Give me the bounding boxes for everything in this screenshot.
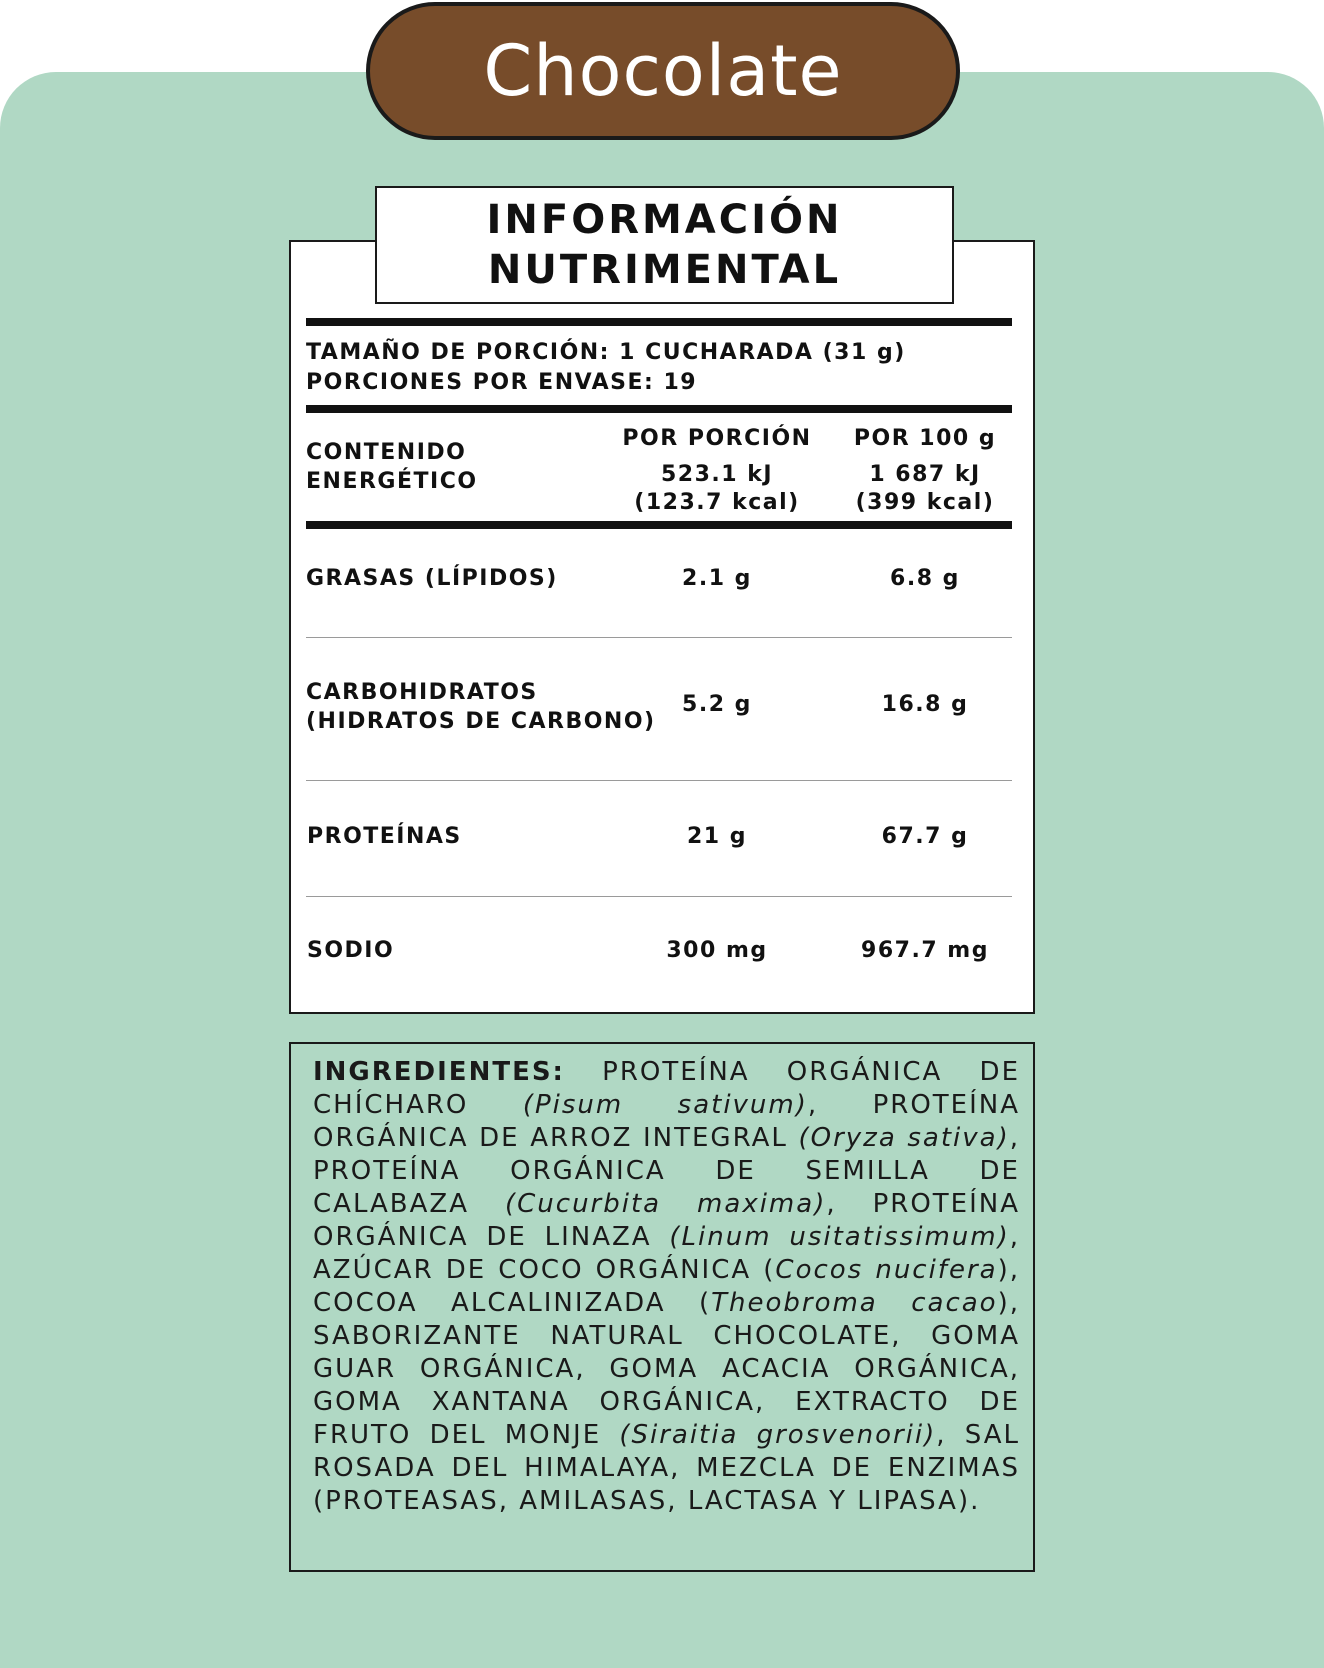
scientific-name: (Pisum sativum) bbox=[522, 1090, 808, 1120]
nutrient-carbs-serving: 5.2 g bbox=[682, 692, 752, 717]
divider-thick bbox=[306, 405, 1012, 413]
flavor-title: Chocolate bbox=[483, 30, 843, 112]
heading-line-2: NUTRIMENTAL bbox=[487, 247, 842, 293]
nutrient-label-protein: PROTEÍNAS bbox=[307, 824, 462, 849]
scientific-name: (Oryza sativa) bbox=[798, 1123, 1010, 1153]
divider-thick bbox=[306, 521, 1012, 529]
energy-serving-kj: 523.1 kJ bbox=[660, 462, 774, 487]
energy-serving-kcal: (123.7 kcal) bbox=[634, 490, 800, 515]
energy-label-line-1: CONTENIDO bbox=[306, 440, 467, 465]
ingredients-part: ), SABORIZANTE NATURAL CHOCOLATE, GOMA GUAR ORGÁNICA, GOMA ACACIA ORGÁNICA, GOMA XANTANA ORGÁNICA, EXTRACTO DE FRUTO DEL MONJE bbox=[313, 1288, 1020, 1450]
ingredients-label: INGREDIENTES: bbox=[313, 1057, 565, 1087]
ingredients-text bbox=[313, 1056, 1020, 1518]
heading-line-1: INFORMACIÓN bbox=[486, 197, 843, 243]
divider-thin bbox=[306, 780, 1012, 781]
ingredients-part: , AZÚCAR DE COCO ORGÁNICA ( bbox=[313, 1222, 1020, 1285]
divider-thick bbox=[306, 318, 1012, 326]
nutrient-sodium-per100: 967.7 mg bbox=[861, 938, 989, 963]
scientific-name: (Cucurbita maxima) bbox=[505, 1189, 827, 1219]
energy-label-line-2: ENERGÉTICO bbox=[306, 469, 478, 494]
servings-per-container: PORCIONES POR ENVASE: 19 bbox=[306, 370, 698, 395]
ingredients-part: , PROTEÍNA ORGÁNICA DE LINAZA bbox=[313, 1189, 1020, 1252]
divider-thin bbox=[306, 896, 1012, 897]
nutrient-protein-per100: 67.7 g bbox=[881, 824, 969, 849]
ingredients-part: ), COCOA ALCALINIZADA ( bbox=[313, 1255, 1021, 1318]
energy-per100-kj: 1 687 kJ bbox=[869, 462, 981, 487]
nutrition-heading bbox=[375, 186, 954, 304]
column-header-per-100g: POR 100 g bbox=[853, 426, 997, 451]
nutrient-carbs-per100: 16.8 g bbox=[881, 692, 969, 717]
divider-thin bbox=[306, 637, 1012, 638]
scientific-name: (Linum usitatissimum) bbox=[669, 1222, 1010, 1252]
scientific-name: Theobroma cacao bbox=[711, 1288, 998, 1318]
column-header-per-serving: POR PORCIÓN bbox=[622, 426, 812, 451]
ingredients-part: , PROTEÍNA ORGÁNICA DE ARROZ INTEGRAL bbox=[313, 1090, 1020, 1153]
nutrient-label-carbs-line-2: (HIDRATOS DE CARBONO) bbox=[306, 709, 656, 734]
nutrient-label-carbs-line-1: CARBOHIDRATOS bbox=[306, 680, 538, 705]
serving-size: TAMAÑO DE PORCIÓN: 1 CUCHARADA (31 g) bbox=[306, 340, 906, 365]
nutrient-label-fat: GRASAS (LÍPIDOS) bbox=[306, 566, 558, 591]
nutrient-sodium-serving: 300 mg bbox=[666, 938, 768, 963]
nutrient-protein-serving: 21 g bbox=[686, 824, 748, 849]
scientific-name: Cocos nucifera bbox=[775, 1255, 998, 1285]
ingredients-part: PROTEÍNA ORGÁNICA DE CHÍCHARO bbox=[313, 1057, 1020, 1120]
nutrient-fat-serving: 2.1 g bbox=[682, 566, 752, 591]
nutrient-fat-per100: 6.8 g bbox=[890, 566, 960, 591]
flavor-badge bbox=[366, 2, 960, 140]
nutrient-label-sodium: SODIO bbox=[307, 938, 395, 963]
ingredients-part: , SAL ROSADA DEL HIMALAYA, MEZCLA DE ENZIMAS (PROTEASAS, AMILASAS, LACTASA Y LIPASA). bbox=[313, 1420, 1020, 1516]
scientific-name: (Siraitia grosvenorii) bbox=[619, 1420, 937, 1450]
energy-per100-kcal: (399 kcal) bbox=[855, 490, 995, 515]
ingredients-part: , PROTEÍNA ORGÁNICA DE SEMILLA DE CALABAZA bbox=[313, 1123, 1020, 1219]
